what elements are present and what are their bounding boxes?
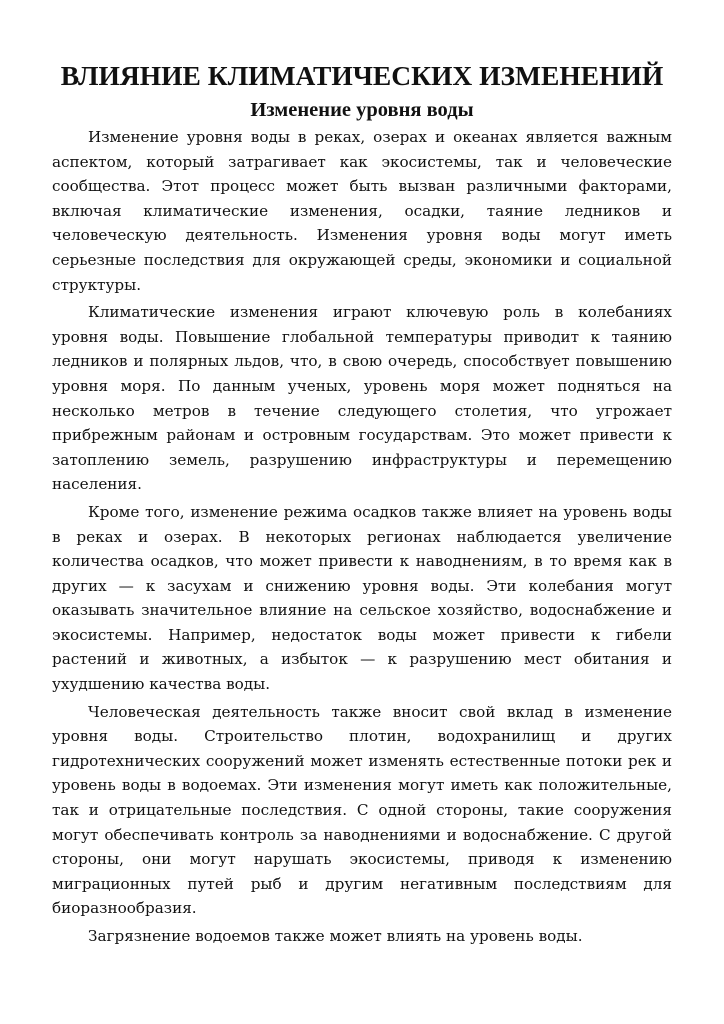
paragraph-5: Загрязнение водоемов также может влиять на уровень воды. — [88, 927, 583, 945]
paragraph-3: Кроме того, изменение режима осадков также влияет на уровень воды в реках и озерах. В некоторых регионах наблюдается увеличение количества осадков, что может привести к наводнениям, в то время как в других — к засухам и снижению уровня воды. Эти колебания могут оказывать значительное влияние на сельское хозяйство, водоснабжение и экосистемы. Например, недостаток воды может привести к гибели растений и животных, а избыток — к разрушению мест обитания и ухудшению качества воды. — [52, 502, 672, 694]
paragraph-4: Человеческая деятельность также вносит свой вклад в изменение уровня воды. Строительство плотин, водохранилищ и других гидротехнических сооружений может изменять естественные потоки рек и уровень воды в водоемах. Эти изменения могут иметь как положительные, так и отрицательные последствия. С одной стороны, такие сооружения могут обеспечивать контроль за наводнениями и водоснабжение. С другой стороны, они могут нарушать экосистемы, приводя к изменению миграционных путей рыб и другим негативным последствиям для биоразнообразия. — [52, 702, 672, 918]
document-title: ВЛИЯНИЕ КЛИМАТИЧЕСКИХ ИЗМЕНЕНИЙ — [60, 60, 664, 91]
paragraph-1: Изменение уровня воды в реках, озерах и океанах является важным аспектом, который затрагивает как экосистемы, так и человеческие сообщества. Этот процесс может быть вызван различными факторами, включая климатические изменения, осадки, таяние ледников и человеческую деятельность. Изменения уровня воды могут иметь серьезные последствия для окружающей среды, экономики и социальной структуры. — [52, 128, 672, 294]
section-heading: Изменение уровня воды — [250, 99, 474, 121]
paragraph-2: Климатические изменения играют ключевую роль в колебаниях уровня воды. Повышение глобальной температуры приводит к таянию ледников и полярных льдов, что, в свою очередь, способствует повышению уровня моря. По данным ученых, уровень моря может подняться на несколько метров в течение следующего столетия, что угрожает прибрежным районам и островным государствам. Это может привести к затоплению земель, разрушению инфраструктуры и перемещению населения. — [52, 303, 672, 494]
